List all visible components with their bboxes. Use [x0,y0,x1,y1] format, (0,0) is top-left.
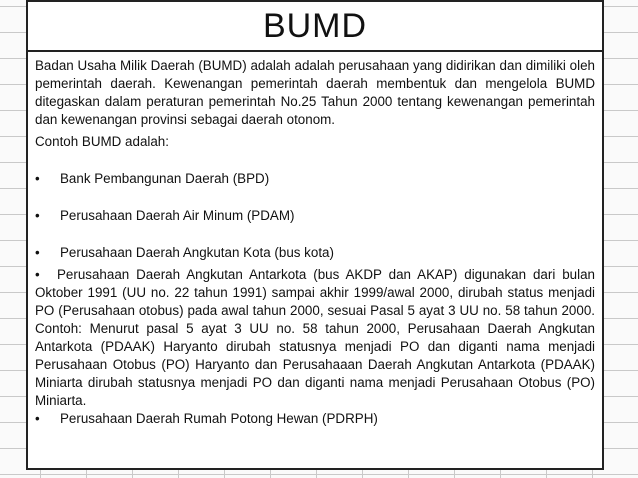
list-item-text: Bank Pembangunan Daerah (BPD) [60,171,270,186]
examples-heading: Contoh BUMD adalah: [35,134,169,149]
list-item [35,244,595,262]
bullet-icon: • [35,245,40,260]
list-item [35,266,595,410]
bullet-icon: • [35,171,40,186]
bullet-icon: • [35,208,40,223]
list-item-text: Perusahaan Daerah Angkutan Kota (bus kota) [60,245,334,260]
bullet-icon: • [35,267,40,282]
list-item [35,410,595,428]
title-bar [28,2,602,52]
slide-frame [26,0,604,470]
slide-content [35,57,595,428]
list-item [35,207,595,225]
list-item-text: Perusahaan Daerah Air Minum (PDAM) [60,208,295,223]
bullet-icon: • [35,411,40,426]
list-item-text: Perusahaan Daerah Angkutan Antarkota (bus AKDP dan AKAP) digunakan dari bulan Oktober 1991 (UU no. 22 tahun 1991) sampai akhir 1999/awal 2000, dirubah status menjadi PO (Perusahaan otobus) pada awal tahun 2000, sesuai Pasal 5 ayat 3 UU no. 58 tahun 2000. Contoh: Menurut pasal 5 ayat 3 UU no. 58 tahun 2000, Perusahaan Daerah Angkutan Antarkota (PDAAK) Haryanto dirubah statusnya menjadi PO dan diganti nama menjadi Perusahaan Otobus (PO) Haryanto dan Perusahaaan Daerah Angkutan Antarkota (PDAAK) Miniarta dirubah statusnya menjadi PO dan diganti nama menjadi Perusahaan Otobus (PO) Miniarta. [35,267,595,408]
intro-paragraph: Badan Usaha Milik Daerah (BUMD) adalah adalah perusahaan yang didirikan dan dimiliki oleh pemerintah daerah. Kewenangan pemerintah daerah membentuk dan mengelola BUMD ditegaskan dalam peraturan pemerintah No.25 Tahun 2000 tentang kewenangan pemerintah dan kewenangan provinsi sebagai daerah otonom. [35,58,595,127]
list-item-text: Perusahaan Daerah Rumah Potong Hewan (PDRPH) [60,411,378,426]
list-item [35,170,595,188]
slide-title: BUMD [262,6,368,45]
